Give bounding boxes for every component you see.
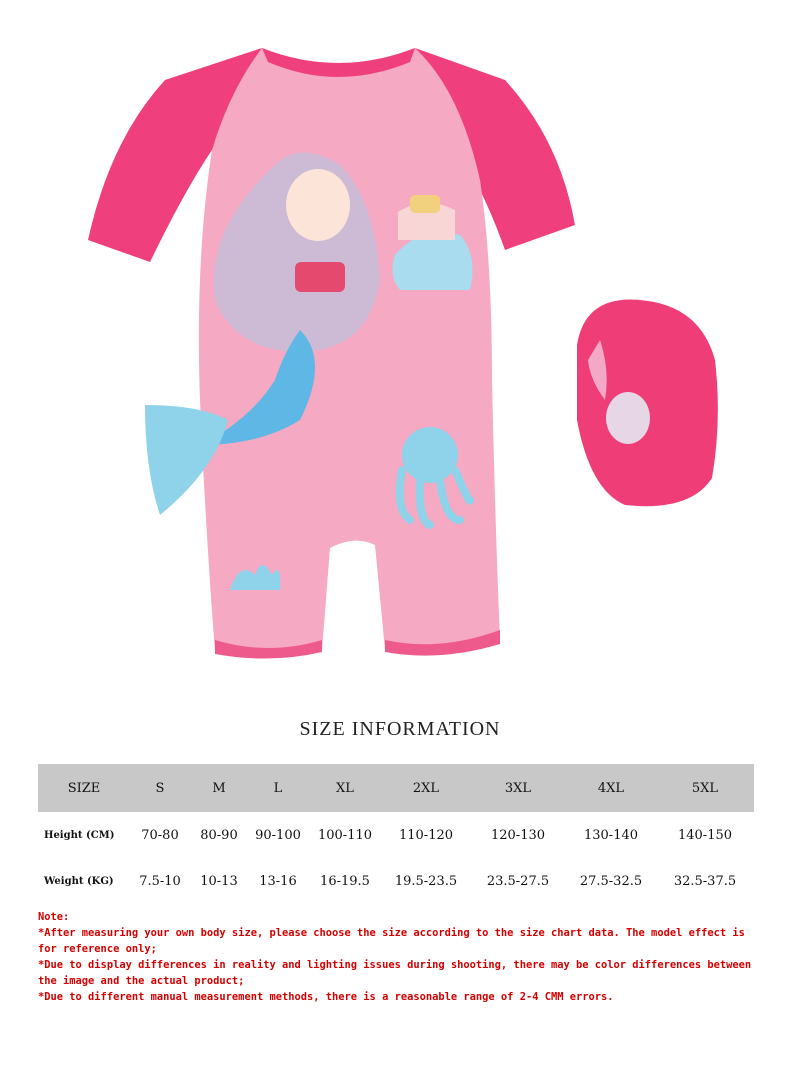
notes-heading: Note: [38,911,70,923]
height-row-label: Height (CM) [44,829,115,841]
weight-row [38,858,754,904]
header-2xl: 2XL [382,764,470,812]
table-cell: 27.5-32.5 [579,873,643,889]
header-5xl: 5XL [656,764,754,812]
table-cell: 32.5-37.5 [673,873,737,889]
note-line: *Due to different manual measurement methods, there is a reasonable range of 2-4 CMM errors. [38,991,614,1003]
header-m: M [190,764,248,812]
size-info-title: SIZE INFORMATION [299,718,501,740]
table-cell: 120-130 [490,827,546,843]
header-3xl: 3XL [470,764,566,812]
swim-cap-illustration [577,300,718,507]
height-row [38,812,754,858]
swim-cap [577,300,718,507]
table-cell: 7.5-10 [139,873,181,889]
header-size: SIZE [38,764,130,812]
header-xl: XL [308,764,382,812]
table-cell: 110-120 [398,827,454,843]
table-cell: 10-13 [200,873,238,889]
header-l: L [248,764,308,812]
header-s: S [130,764,190,812]
swimsuit-illustration [88,48,575,659]
table-cell: 23.5-27.5 [486,873,550,889]
notes-section [38,909,768,1005]
size-chart-table [38,764,754,904]
table-cell: 16-19.5 [320,873,370,889]
table-cell: 19.5-23.5 [394,873,458,889]
size-header-row [38,764,754,812]
table-cell: 13-16 [259,873,297,889]
table-cell: 130-140 [583,827,639,843]
note-line: *Due to display differences in reality and lighting issues during shooting, there may be color differences between the image and the actual product; [38,959,752,987]
weight-row-label: Weight (KG) [44,875,114,887]
table-cell: 140-150 [677,827,733,843]
table-cell: 90-100 [255,827,301,843]
header-4xl: 4XL [566,764,656,812]
table-cell: 70-80 [141,827,179,843]
table-cell: 80-90 [200,827,238,843]
note-line: *After measuring your own body size, please choose the size according to the size chart data. The model effect is for reference only; [38,927,745,955]
table-cell: 100-110 [317,827,373,843]
suit-body [199,48,500,657]
